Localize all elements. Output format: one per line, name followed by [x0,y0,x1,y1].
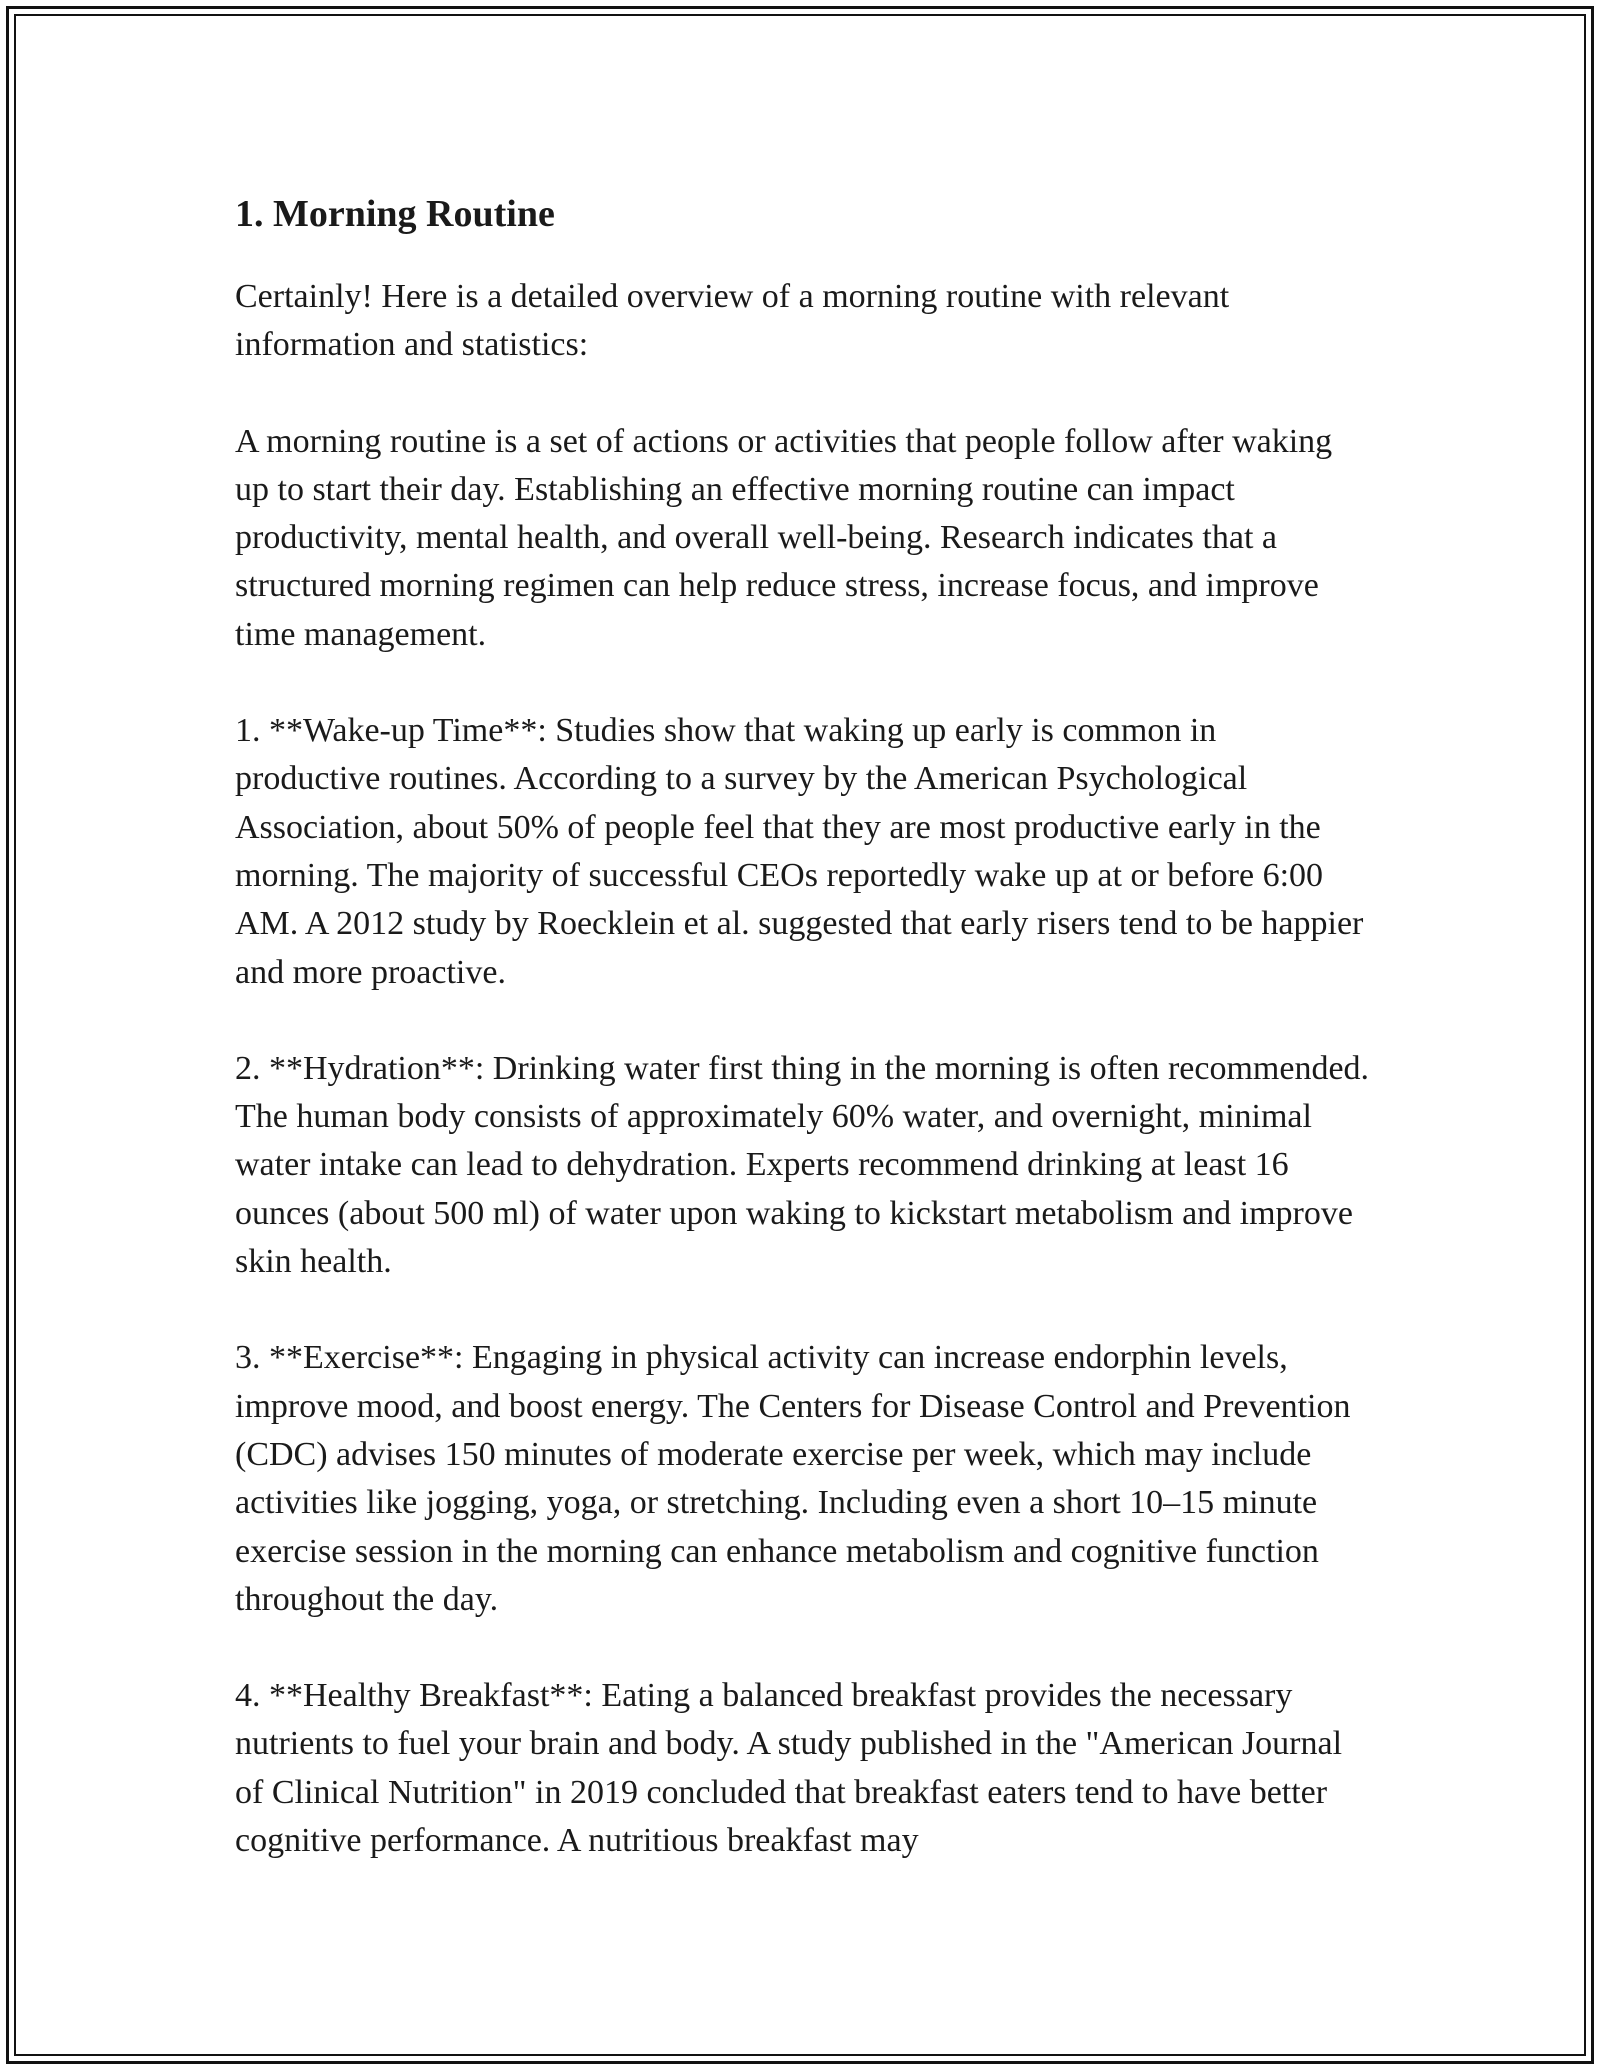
hydration-paragraph: 2. **Hydration**: Drinking water first thing in the morning is often recommended. The human body consists of approximately 60% water, and overnight, minimal water intake can lead to dehydration. Experts recommend drinking at least 16 ounces (about 500 ml) of water upon waking to kickstart metabolism and improve skin health. [235,1049,1370,1281]
wake-up-time-paragraph: 1. **Wake-up Time**: Studies show that waking up early is common in productive routines. According to a survey by the American Psychological Association, about 50% of people feel that they are most productive early in the morning. The majority of successful CEOs reportedly wake up at or before 6:00 AM. A 2012 study by Roecklein et al. suggested that early risers tend to be happier and more proactive. [235,712,1364,991]
intro-paragraph: Certainly! Here is a detailed overview of a morning routine with relevant information and statistics: [235,278,1230,364]
overview-paragraph: A morning routine is a set of actions or activities that people follow after waking up to start their day. Establishing an effective morning routine can impact productivity, mental health, and overall well-being. Research indicates that a structured morning regimen can help reduce stress, increase focus, and improve time management. [235,422,1333,653]
section-title: 1. Morning Routine [235,193,555,235]
exercise-paragraph: 3. **Exercise**: Engaging in physical activity can increase endorphin levels, improve mood, and boost energy. The Centers for Disease Control and Prevention (CDC) advises 150 minutes of moderate exercise per week, which may include activities like jogging, yoga, or stretching. Including even a short 10–15 minute exercise session in the morning can enhance metabolism and cognitive function throughout the day. [235,1339,1351,1618]
healthy-breakfast-paragraph: 4. **Healthy Breakfast**: Eating a balanced breakfast provides the necessary nutrients to fuel your brain and body. A study published in the "American Journal of Clinical Nutrition" in 2019 concluded that breakfast eaters tend to have better cognitive performance. A nutritious breakfast may [235,1677,1343,1860]
document-body [235,185,1370,1913]
